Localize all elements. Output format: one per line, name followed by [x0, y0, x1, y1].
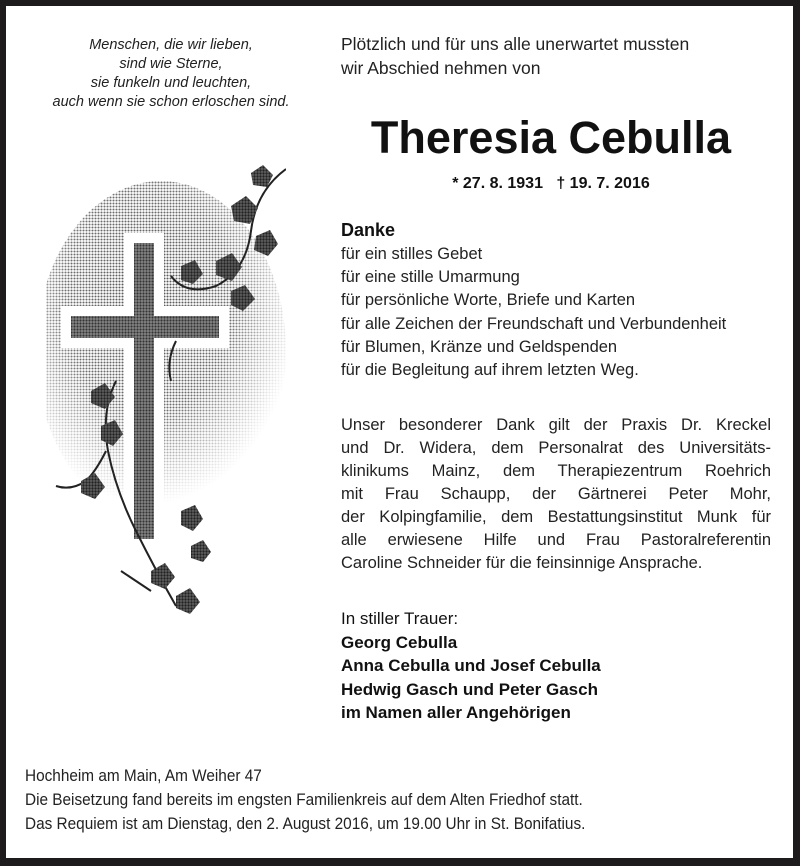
poem — [6, 36, 336, 112]
birth-date: * 27. 8. 1931 — [452, 175, 543, 192]
mourning-intro: In stiller Trauer: — [341, 609, 459, 628]
thanks-item: für alle Zeichen der Freundschaft und Verbundenheit — [341, 314, 727, 333]
thanks-item: für Blumen, Kränze und Geldspenden — [341, 337, 618, 356]
paragraph-line: Caroline Schneider für die feinsinnige Ansprache. — [341, 554, 703, 572]
thanks-heading: Danke — [341, 220, 396, 240]
life-dates — [336, 174, 766, 194]
thanks-item: für eine stille Umarmung — [341, 268, 520, 287]
burial-info: Die Beisetzung fand bereits im engsten Familienkreis auf dem Alten Friedhof statt. — [25, 791, 583, 809]
poem-line: auch wenn sie schon erloschen sind. — [52, 94, 290, 110]
intro-line: wir Abschied nehmen von — [341, 58, 541, 78]
intro-line: Plötzlich und für uns alle unerwartet mussten — [341, 34, 690, 54]
paragraph-line: der Kolpingfamilie, dem Bestattungsinstitut Munk für — [341, 508, 771, 526]
thanks-item: für die Begleitung auf ihrem letzten Weg. — [341, 361, 639, 380]
paragraph-line: Unser besonderer Dank gilt der Praxis Dr. Kreckel — [341, 416, 771, 434]
mourner-name: im Namen aller Angehörigen — [341, 703, 571, 722]
paragraph-line: mit Frau Schaupp, der Gärtnerei Peter Mohr, — [341, 485, 771, 503]
deceased-name: Theresia Cebulla — [370, 112, 732, 163]
footer-info — [25, 764, 585, 836]
poem-line: sie funkeln und leuchten, — [90, 75, 252, 91]
address-line: Hochheim am Main, Am Weiher 47 — [25, 767, 262, 785]
thanks-item: für ein stilles Gebet — [341, 245, 483, 263]
intro-text — [341, 32, 689, 80]
mourner-name: Georg Cebulla — [341, 632, 458, 652]
mourner-name: Anna Cebulla und Josef Cebulla — [341, 656, 601, 675]
thanks-item: für persönliche Worte, Briefe und Karten — [341, 291, 636, 310]
poem-line: sind wie Sterne, — [119, 56, 223, 72]
paragraph-line: alle erwiesene Hilfe und Frau Pastoralreferentin — [341, 531, 771, 549]
obituary-notice — [6, 6, 793, 858]
paragraph-line: klinikums Mainz, dem Therapiezentrum Roehrich — [341, 462, 771, 480]
death-date: † 19. 7. 2016 — [556, 175, 650, 192]
special-thanks-paragraph — [341, 414, 771, 575]
thanks-list — [341, 243, 726, 382]
poem-line: Menschen, die wir lieben, — [89, 37, 253, 53]
paragraph-line: und Dr. Widera, dem Personalrat des Universitäts- — [341, 439, 771, 457]
requiem-info: Das Requiem ist am Dienstag, den 2. August 2016, um 19.00 Uhr in St. Bonifatius. — [25, 815, 586, 833]
cross-with-ivy-icon — [46, 151, 286, 631]
mourner-name: Hedwig Gasch und Peter Gasch — [341, 679, 598, 699]
mourners-block — [341, 607, 601, 725]
